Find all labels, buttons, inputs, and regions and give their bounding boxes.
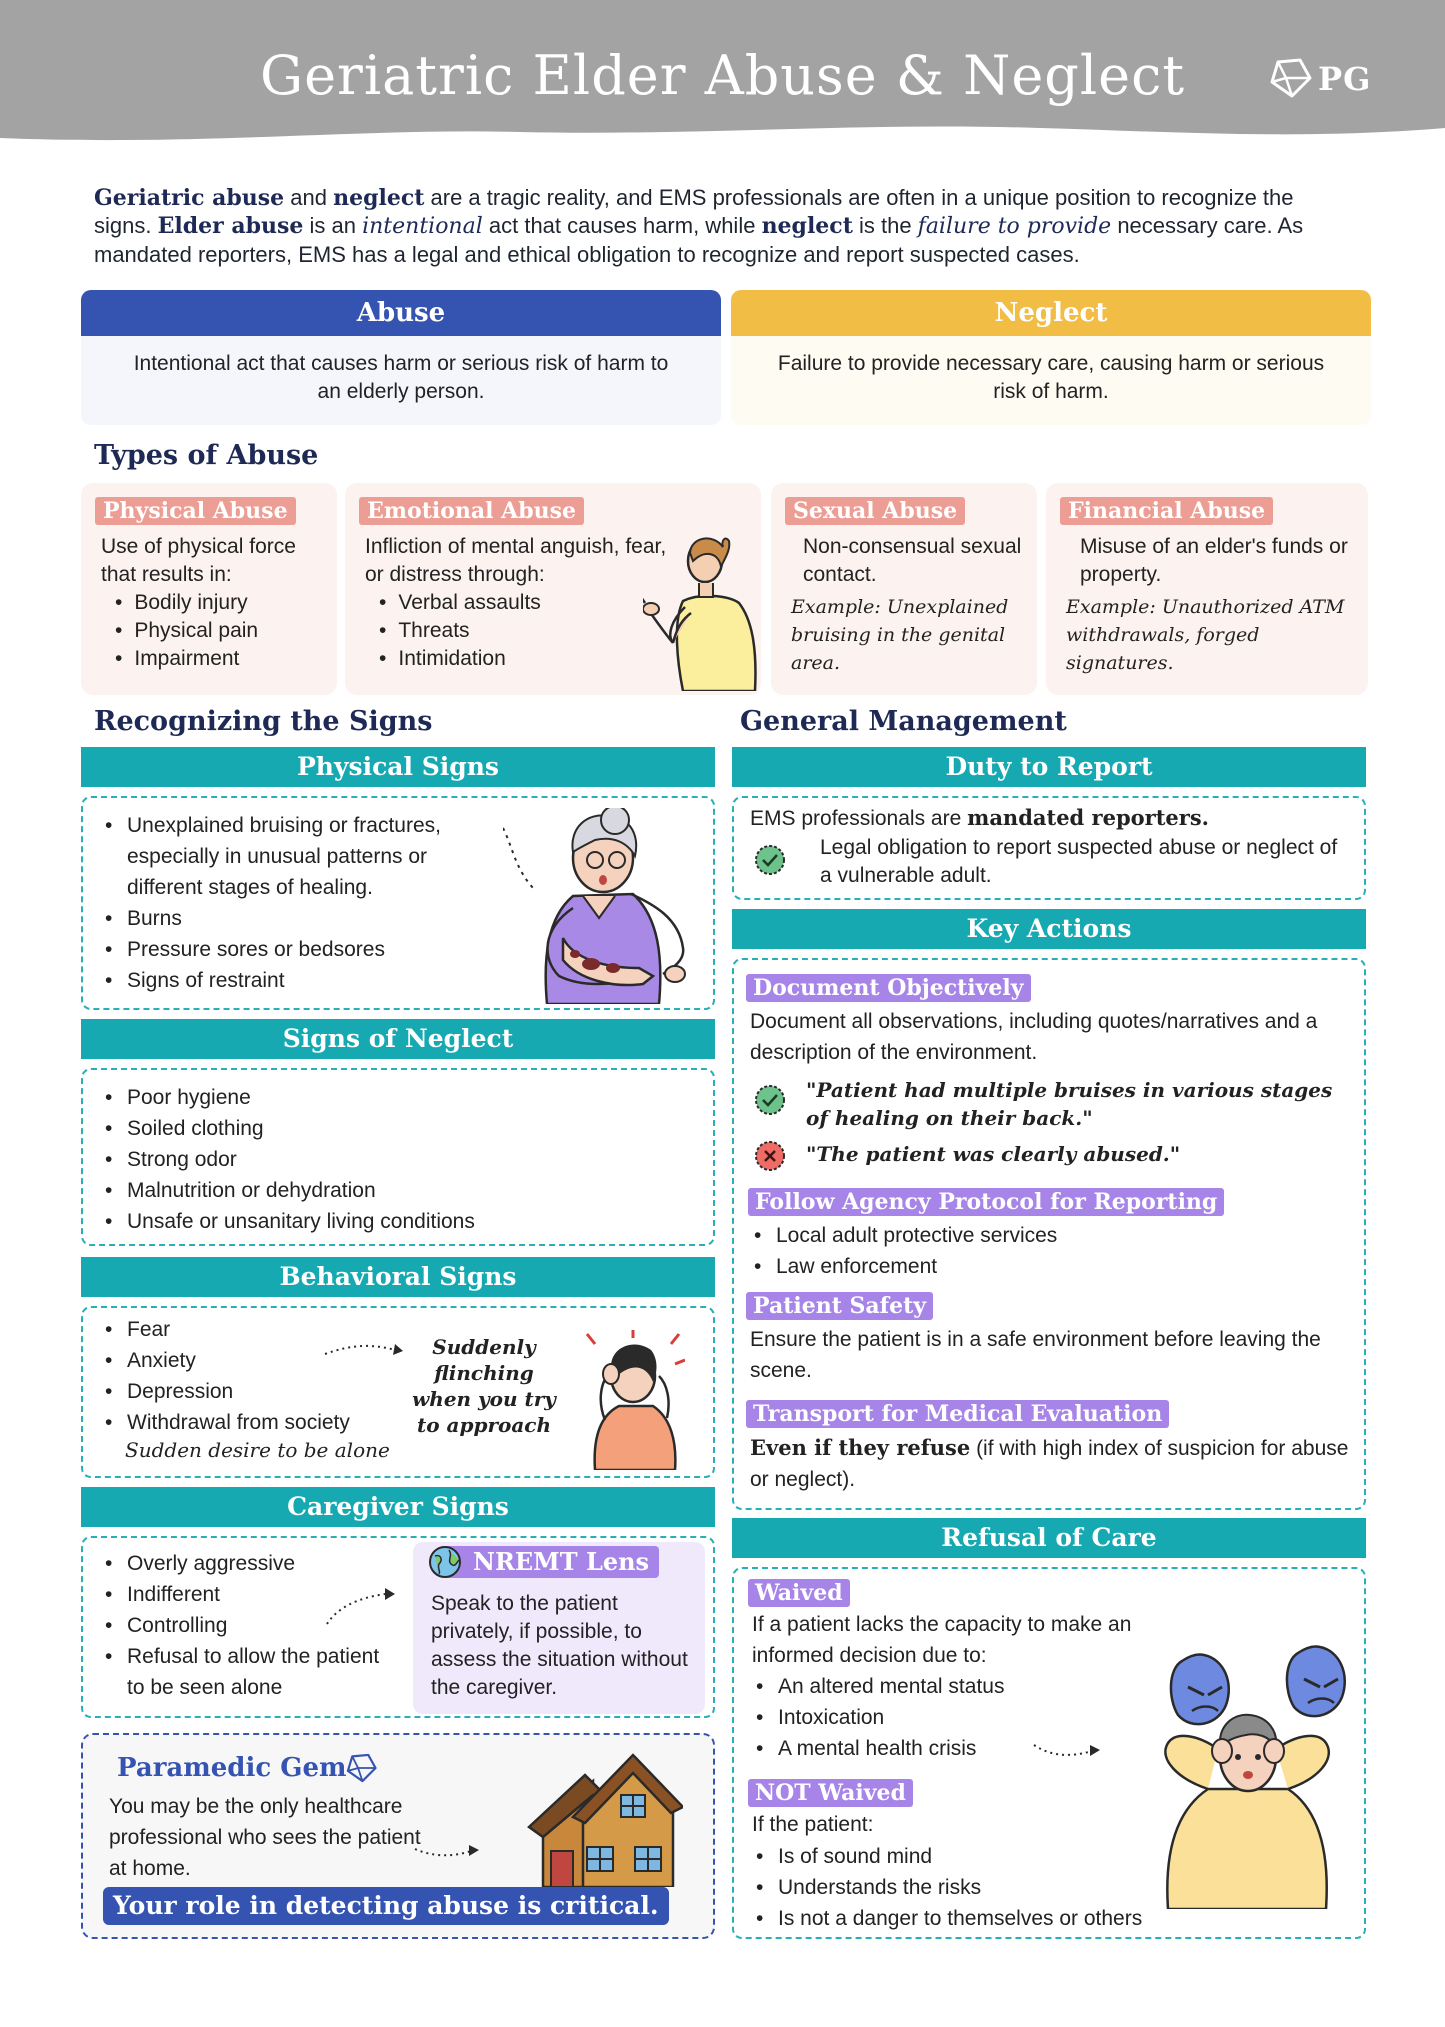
dotted-arrow-icon: [413, 1835, 483, 1865]
dotted-arrow-icon: [323, 1578, 403, 1628]
financial-abuse-card: [1046, 483, 1368, 695]
list-item: • Signs of restraint: [101, 965, 501, 996]
patient-safety-text: Ensure the patient is in a safe environment before leaving the scene.: [750, 1328, 1321, 1382]
duty-line-text: EMS professionals are: [750, 807, 968, 830]
list-item: • Is of sound mind: [752, 1841, 1232, 1872]
list-item: • Burns: [101, 903, 501, 934]
page-title: Geriatric Elder Abuse & Neglect: [259, 44, 1186, 107]
duty-to-report-header: Duty to Report: [732, 747, 1366, 787]
abuse-definition-text: Intentional act that causes harm or serious risk of harm to an elderly person.: [81, 336, 721, 425]
general-management-heading: General Management: [740, 706, 1067, 737]
agency-protocol-tag: Follow Agency Protocol for Reporting: [748, 1188, 1224, 1216]
list-item: • Physical pain: [115, 617, 327, 645]
physical-abuse-desc: [101, 533, 327, 673]
sexual-abuse-desc: [791, 533, 1023, 677]
nremt-lens-box: [413, 1542, 705, 1714]
waived-tag: Waived: [748, 1579, 850, 1607]
paramedic-gem-box: [81, 1733, 715, 1939]
intro-text: is an: [303, 213, 363, 238]
intro-text: is the: [852, 213, 918, 238]
list-item: • Controlling: [101, 1610, 381, 1641]
refusal-of-care-box: [732, 1567, 1366, 1939]
intro-term: neglect: [761, 213, 853, 239]
transport-text: [750, 1432, 1350, 1495]
physical-abuse-tag: Physical Abuse: [95, 497, 296, 525]
recognizing-signs-heading: Recognizing the Signs: [94, 706, 433, 737]
financial-abuse-example: Example: Unauthorized ATM withdrawals, forged signatures.: [1066, 596, 1345, 674]
paramedic-gem-title: Paramedic Gem: [117, 1753, 347, 1783]
list-item: • Unexplained bruising or fractures, especially in unusual patterns or different stages of healing.: [101, 810, 501, 903]
bad-documentation-example: "The patient was clearly abused.": [806, 1142, 1181, 1166]
abuse-definition-title: Abuse: [81, 290, 721, 336]
list-item: • Intimidation: [379, 645, 675, 673]
caregiver-signs-header: Caregiver Signs: [81, 1487, 715, 1527]
list-item: • An altered mental status: [752, 1671, 1052, 1702]
behavioral-signs-list: [101, 1314, 401, 1438]
key-actions-header: Key Actions: [732, 909, 1366, 949]
financial-abuse-text: Misuse of an elder's funds or property.: [1080, 535, 1348, 586]
list-item: • Poor hygiene: [101, 1082, 691, 1113]
emotional-abuse-desc: [365, 533, 675, 673]
dotted-arrow-icon: [243, 1338, 403, 1358]
house-icon: [523, 1751, 683, 1887]
emotional-abuse-card: [345, 483, 761, 695]
types-of-abuse-heading: Types of Abuse: [94, 440, 319, 471]
paramedic-gem-text: You may be the only healthcare professional who sees the patient at home.: [109, 1795, 421, 1880]
x-badge-icon: [754, 1140, 786, 1172]
list-item: • Local adult protective services: [750, 1220, 1350, 1251]
signs-of-neglect-list: [101, 1082, 691, 1237]
intro-paragraph: [94, 184, 1354, 269]
refusal-of-care-header: Refusal of Care: [732, 1518, 1366, 1558]
signs-of-neglect-header: Signs of Neglect: [81, 1019, 715, 1059]
intro-term: Geriatric abuse: [94, 185, 285, 211]
physical-abuse-text: Use of physical force that results in:: [101, 535, 296, 586]
physical-abuse-list: [101, 589, 327, 673]
waived-list: [752, 1671, 1052, 1764]
list-item: • Malnutrition or dehydration: [101, 1175, 691, 1206]
gem-logo-icon: [1268, 58, 1312, 98]
list-item: • Overly aggressive: [101, 1548, 381, 1579]
signs-of-neglect-box: [81, 1068, 715, 1246]
physical-signs-header: Physical Signs: [81, 747, 715, 787]
globe-icon: [429, 1546, 463, 1580]
emotional-abuse-text: Infliction of mental anguish, fear, or distress through:: [365, 535, 667, 586]
list-item: • Verbal assaults: [379, 589, 675, 617]
list-item: • Threats: [379, 617, 675, 645]
document-objectively-text: Document all observations, including quotes/narratives and a description of the environment.: [750, 1010, 1318, 1064]
flinching-person-illustration: [575, 1330, 685, 1470]
emotional-abuse-tag: Emotional Abuse: [359, 497, 584, 525]
sexual-abuse-tag: Sexual Abuse: [785, 497, 965, 525]
physical-abuse-card: [81, 483, 337, 695]
list-item: • Understands the risks: [752, 1872, 1232, 1903]
agency-protocol-list: [750, 1220, 1350, 1282]
list-item: • Pressure sores or bedsores: [101, 934, 501, 965]
list-item: • Depression: [101, 1376, 401, 1407]
sexual-abuse-example: Example: Unexplained bruising in the genital area.: [791, 596, 1009, 674]
list-item: • Intoxication: [752, 1702, 1052, 1733]
nremt-lens-text: Speak to the patient privately, if possible, to assess the situation without the caregiver.: [431, 1592, 688, 1699]
list-item: • Law enforcement: [750, 1251, 1350, 1282]
behavioral-extra-sign: Sudden desire to be alone: [125, 1438, 390, 1462]
list-item: • Soiled clothing: [101, 1113, 691, 1144]
elderly-woman-bruised-arm-illustration: [503, 808, 703, 1004]
key-actions-box: [732, 958, 1366, 1510]
list-item: • Anxiety: [101, 1345, 401, 1376]
duty-check-text: Legal obligation to report suspected abuse or neglect of a vulnerable adult.: [820, 836, 1338, 887]
transport-text-rest: (if with high index of suspicion for abuse or neglect).: [750, 1437, 1349, 1491]
intro-text: are a tragic reality, and EMS professionals are often in a unique position to recognize the signs.: [94, 185, 1294, 238]
intro-emphasis: failure to provide: [917, 214, 1112, 239]
pointing-person-illustration: [643, 531, 761, 691]
neglect-definition-text: Failure to provide necessary care, causing harm or serious risk of harm.: [731, 336, 1371, 425]
sexual-abuse-text: Non-consensual sexual contact.: [803, 535, 1022, 586]
brand-logo: [1268, 58, 1376, 102]
intro-term: Elder abuse: [157, 213, 304, 239]
list-item: • Bodily injury: [115, 589, 327, 617]
not-waived-text: If the patient:: [752, 1813, 874, 1836]
patient-safety-tag: Patient Safety: [746, 1292, 933, 1320]
list-item: • Strong odor: [101, 1144, 691, 1175]
intro-text: and: [284, 185, 334, 210]
list-item: • Refusal to allow the patient to be seen alone: [101, 1641, 381, 1703]
list-item: • A mental health crisis: [752, 1733, 1052, 1764]
abuse-definition-card: [81, 290, 721, 425]
list-item: • Withdrawal from society: [101, 1407, 401, 1438]
gem-icon: [345, 1753, 377, 1783]
nremt-lens-title: NREMT Lens: [473, 1547, 650, 1576]
intro-emphasis: intentional: [362, 214, 483, 239]
neglect-definition-card: [731, 290, 1371, 425]
document-objectively-tag: Document Objectively: [746, 974, 1031, 1002]
emotional-abuse-list: [365, 589, 675, 673]
behavioral-callout: Suddenly flinching when you try to approach: [412, 1335, 556, 1437]
paramedic-gem-highlight: Your role in detecting abuse is critical.: [103, 1887, 669, 1925]
list-item: • Impairment: [115, 645, 327, 673]
physical-signs-box: [81, 796, 715, 1010]
logo-text: PG: [1318, 60, 1372, 98]
page-header: [0, 0, 1445, 150]
nremt-lens-tag: [429, 1546, 659, 1578]
behavioral-signs-box: [81, 1306, 715, 1478]
neglect-definition-title: Neglect: [731, 290, 1371, 336]
not-waived-tag: NOT Waived: [748, 1779, 913, 1807]
transport-tag: Transport for Medical Evaluation: [746, 1400, 1169, 1428]
distressed-person-illustration: [1138, 1639, 1356, 1909]
financial-abuse-desc: [1066, 533, 1358, 677]
list-item: • Is not a danger to themselves or others: [752, 1903, 1232, 1934]
intro-term: neglect: [333, 185, 425, 211]
list-item: • Fear: [101, 1314, 401, 1345]
duty-line: [750, 804, 1209, 833]
check-badge-icon: [754, 1084, 786, 1116]
financial-abuse-tag: Financial Abuse: [1060, 497, 1273, 525]
good-documentation-example: "Patient had multiple bruises in various stages of healing on their back.": [806, 1078, 1333, 1130]
waived-text: If a patient lacks the capacity to make an informed decision due to:: [752, 1613, 1132, 1667]
caregiver-signs-box: [81, 1536, 715, 1718]
list-item: • Indifferent: [101, 1579, 381, 1610]
dotted-arrow-icon: [1032, 1735, 1112, 1765]
duty-line-bold: mandated reporters.: [967, 805, 1209, 830]
sexual-abuse-card: [771, 483, 1037, 695]
duty-to-report-box: [732, 796, 1366, 900]
intro-text: necessary care. As mandated reporters, EMS has a legal and ethical obligation to recognize and report suspected cases.: [94, 213, 1304, 267]
behavioral-signs-header: Behavioral Signs: [81, 1257, 715, 1297]
transport-text-bold: Even if they refuse: [750, 1435, 971, 1460]
intro-text: act that causes harm, while: [482, 213, 762, 238]
list-item: • Unsafe or unsanitary living conditions: [101, 1206, 691, 1237]
check-badge-icon: [754, 844, 786, 876]
physical-signs-list: [101, 810, 501, 996]
